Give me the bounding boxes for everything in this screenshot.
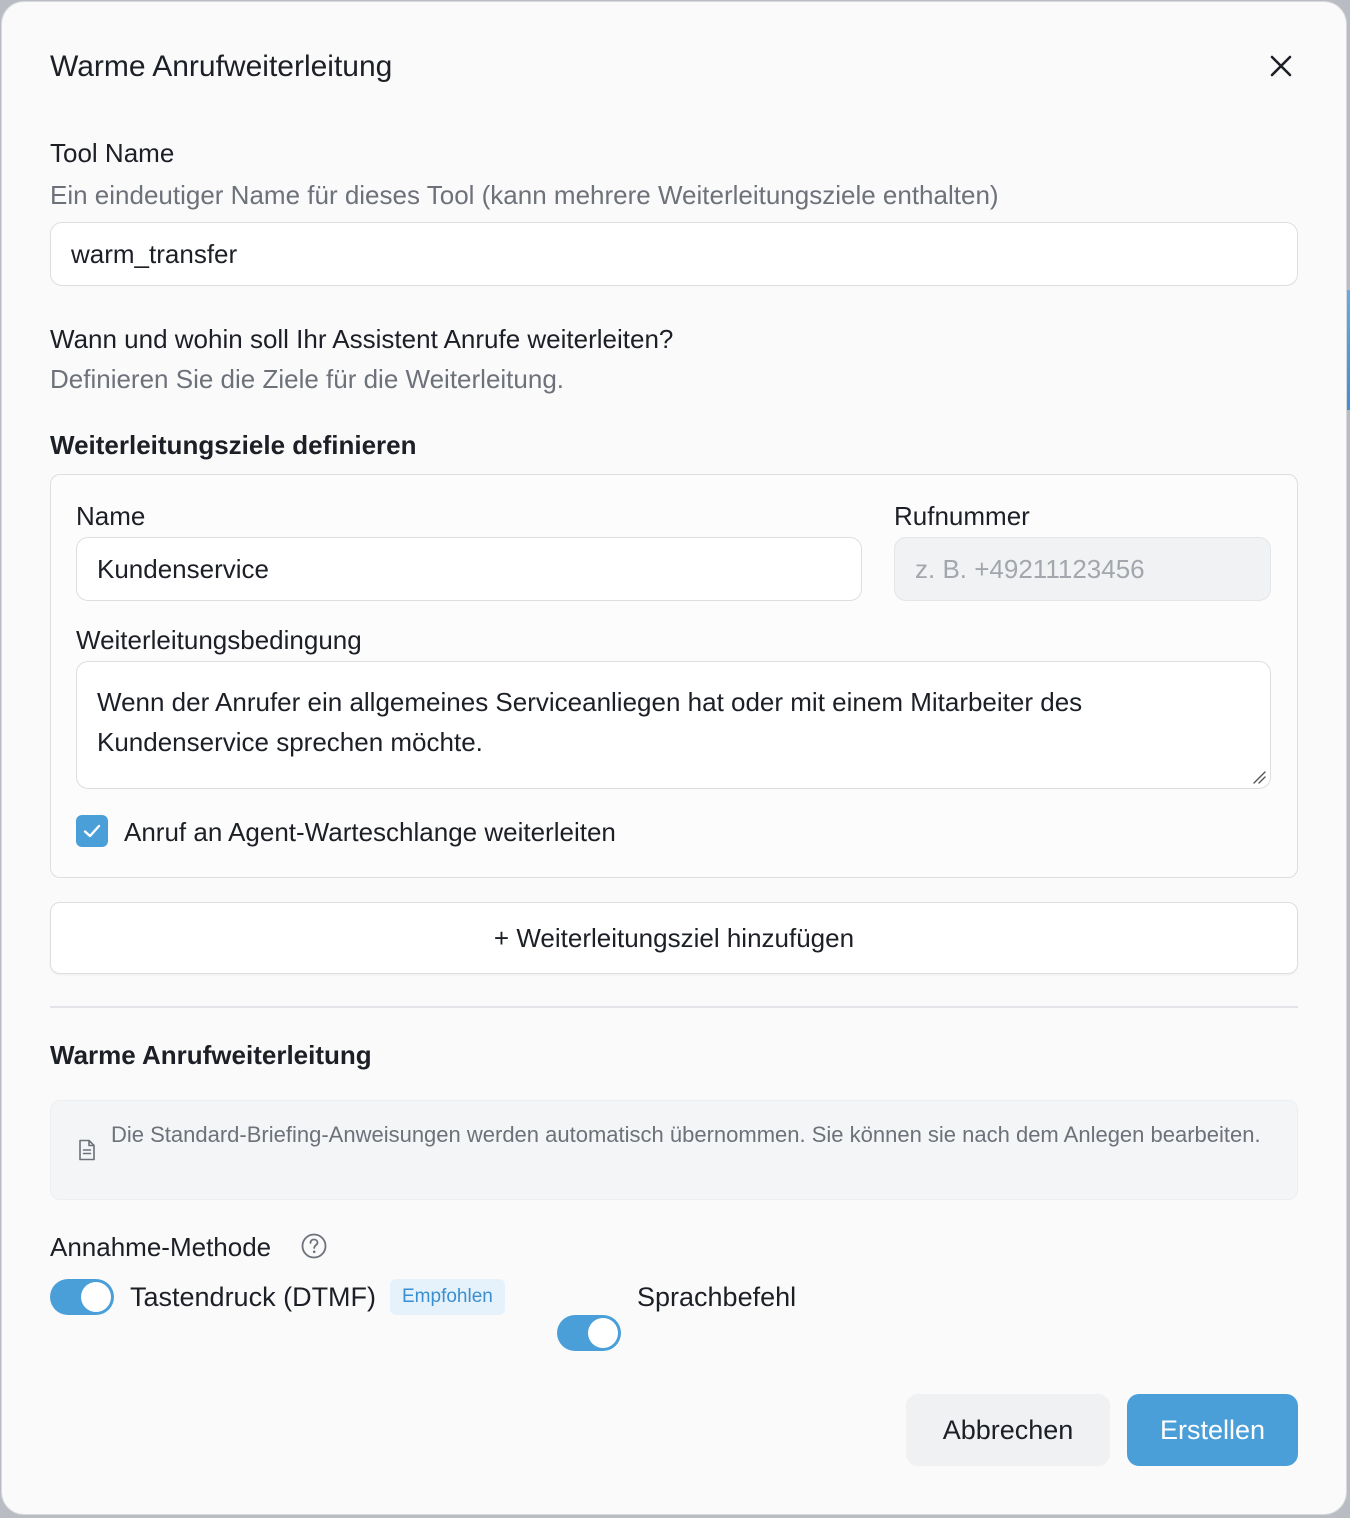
toggle-knob	[588, 1318, 618, 1348]
tool-name-label: Tool Name	[50, 138, 175, 168]
recommended-badge: Empfohlen	[390, 1279, 505, 1315]
briefing-info-text: Die Standard-Briefing-Anweisungen werden automatisch übernommen. Sie können sie nach dem Anlegen bearbeiten.	[111, 1122, 1261, 1147]
document-icon	[77, 1139, 97, 1161]
toggle-knob	[81, 1282, 111, 1312]
phone-placeholder: z. B. +49211123456	[915, 553, 1145, 584]
close-button[interactable]	[1265, 50, 1297, 82]
condition-line-1: Wenn der Anrufer ein allgemeines Serviceanliegen hat oder mit einem Mitarbeiter des	[97, 687, 1083, 717]
resize-handle-icon[interactable]	[1250, 768, 1266, 784]
target-name-label: Name	[76, 501, 146, 531]
close-icon	[1265, 50, 1297, 82]
acceptance-label: Annahme-Methode	[50, 1232, 272, 1262]
question-circle-icon[interactable]	[300, 1232, 328, 1260]
tool-name-input[interactable]	[50, 222, 1298, 286]
briefing-info-box	[50, 1100, 1298, 1200]
target-name-input[interactable]	[76, 537, 862, 601]
checkmark-icon	[81, 820, 103, 842]
cancel-button[interactable]: Abbrechen	[906, 1394, 1110, 1466]
phone-label: Rufnummer	[894, 501, 1030, 531]
target-name-value: Kundenservice	[97, 553, 269, 584]
condition-textarea[interactable]	[76, 661, 1271, 789]
transfer-target-card	[50, 474, 1298, 878]
warm-transfer-heading: Warme Anrufweiterleitung	[50, 1040, 372, 1070]
voice-command-toggle[interactable]	[557, 1315, 621, 1351]
question-subtext: Definieren Sie die Ziele für die Weiterleitung.	[50, 364, 565, 394]
tool-name-value: warm_transfer	[71, 238, 238, 269]
divider	[50, 1006, 1298, 1008]
dtmf-label: Tastendruck (DTMF)	[130, 1282, 377, 1312]
dialog-title: Warme Anrufweiterleitung	[50, 50, 393, 83]
dtmf-toggle[interactable]	[50, 1279, 114, 1315]
question-heading: Wann und wohin soll Ihr Assistent Anrufe weiterleiten?	[50, 324, 674, 354]
phone-input[interactable]	[894, 537, 1271, 601]
condition-line-2: Kundenservice sprechen möchte.	[97, 727, 483, 757]
add-target-button[interactable]: + Weiterleitungsziel hinzufügen	[50, 902, 1298, 974]
create-button[interactable]: Erstellen	[1127, 1394, 1298, 1466]
dialog	[2, 2, 1346, 1514]
condition-label: Weiterleitungsbedingung	[76, 625, 362, 655]
tool-name-help: Ein eindeutiger Name für dieses Tool (kann mehrere Weiterleitungsziele enthalten)	[50, 180, 999, 210]
queue-checkbox[interactable]	[76, 815, 108, 847]
voice-command-label: Sprachbefehl	[637, 1282, 797, 1312]
queue-checkbox-label[interactable]: Anruf an Agent-Warteschlange weiterleiten	[124, 817, 616, 847]
targets-heading: Weiterleitungsziele definieren	[50, 430, 417, 460]
